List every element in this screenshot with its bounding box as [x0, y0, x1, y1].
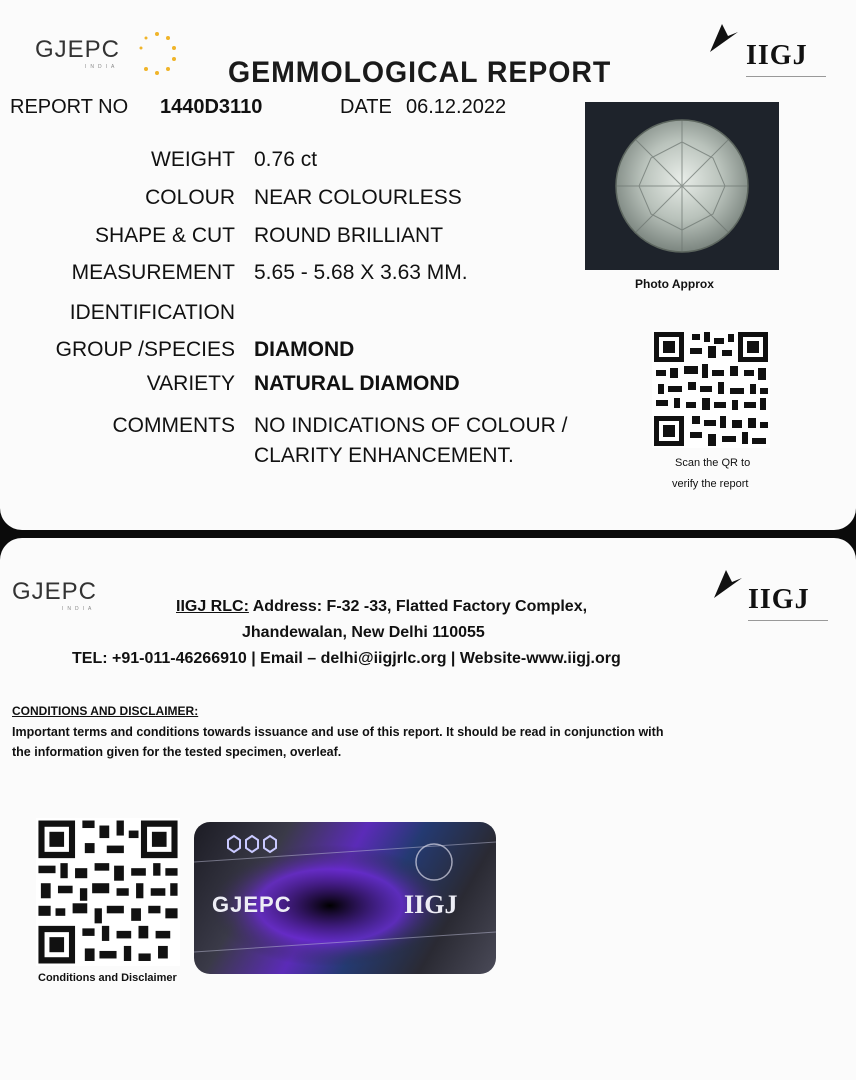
report-front-card	[0, 0, 856, 530]
back-gjepc-logo-sub: INDIA	[62, 606, 96, 612]
contact-line: TEL: +91-011-46266910 | Email – delhi@iigjrlc.org | Website-www.iigj.org	[72, 650, 621, 667]
address-line2: Jhandewalan, New Delhi 110055	[242, 624, 485, 641]
hologram-iigj-text: IIGJ	[404, 890, 458, 919]
colour-value: NEAR COLOURLESS	[254, 186, 462, 209]
verify-qr-code[interactable]	[652, 330, 770, 448]
qr-caption-line2: verify the report	[672, 478, 749, 490]
conditions-heading: CONDITIONS AND DISCLAIMER:	[12, 704, 199, 718]
measurement-label: MEASUREMENT	[71, 261, 235, 284]
date-label: DATE	[340, 96, 392, 118]
security-hologram	[194, 822, 496, 974]
back-iigj-logo	[710, 568, 840, 628]
gjepc-logo-sub: INDIA	[85, 64, 119, 70]
conditions-line1: Important terms and conditions towards issuance and use of this report. It should be read in conjunction with	[12, 725, 664, 739]
address-text: Address: F-32 -33, Flatted Factory Complex,	[248, 598, 588, 615]
report-back-card	[0, 538, 856, 1080]
variety-label: VARIETY	[146, 372, 235, 395]
colour-label: COLOUR	[145, 186, 235, 209]
comments-value-line2: CLARITY ENHANCEMENT.	[254, 444, 514, 467]
back-iigj-underline	[748, 620, 828, 621]
group-species-label: GROUP /SPECIES	[55, 338, 235, 361]
date-value: 06.12.2022	[406, 96, 507, 118]
variety-value: NATURAL DIAMOND	[254, 372, 460, 395]
back-qr-caption: Conditions and Disclaimer	[38, 972, 177, 984]
qr-caption-line1: Scan the QR to	[675, 457, 751, 469]
conditions-line2: the information given for the tested specimen, overleaf.	[12, 745, 342, 759]
weight-value: 0.76 ct	[254, 148, 318, 171]
gjepc-sunburst-icon	[132, 28, 182, 78]
gjepc-logo-text: GJEPC	[35, 36, 121, 63]
iigj-arrow-icon	[706, 22, 740, 56]
gjepc-logo	[35, 36, 120, 70]
back-gjepc-logo-text: GJEPC	[12, 578, 98, 605]
shape-cut-value: ROUND BRILLIANT	[254, 224, 444, 247]
iigj-underline	[746, 76, 826, 77]
measurement-value: 5.65 - 5.68 X 3.63 MM.	[254, 261, 468, 284]
comments-value-line1: NO INDICATIONS OF COLOUR /	[254, 414, 568, 437]
report-title: GEMMOLOGICAL REPORT	[228, 56, 612, 89]
conditions-qr-code[interactable]	[36, 818, 180, 966]
comments-label: COMMENTS	[112, 414, 235, 437]
qr-code-icon	[652, 330, 770, 448]
back-iigj-logo-text: IIGJ	[748, 584, 810, 615]
iigj-logo-text: IIGJ	[746, 40, 808, 71]
weight-label: WEIGHT	[151, 148, 235, 171]
identification-label: IDENTIFICATION	[69, 301, 235, 324]
iigj-logo	[706, 22, 836, 82]
report-no-value: 1440D3110	[160, 96, 263, 118]
report-no-label: REPORT NO	[10, 96, 129, 118]
back-iigj-arrow-icon	[710, 568, 744, 602]
address-line1	[176, 598, 587, 616]
diamond-icon	[585, 102, 779, 270]
back-qr-code-icon	[36, 818, 180, 966]
hologram-gjepc-text: GJEPC	[212, 892, 292, 917]
diamond-photo	[585, 102, 779, 270]
photo-caption: Photo Approx	[635, 277, 714, 291]
group-species-value: DIAMOND	[254, 338, 355, 361]
back-gjepc-logo	[12, 578, 97, 612]
shape-cut-label: SHAPE & CUT	[94, 224, 235, 247]
address-label: IIGJ RLC:	[176, 598, 249, 615]
